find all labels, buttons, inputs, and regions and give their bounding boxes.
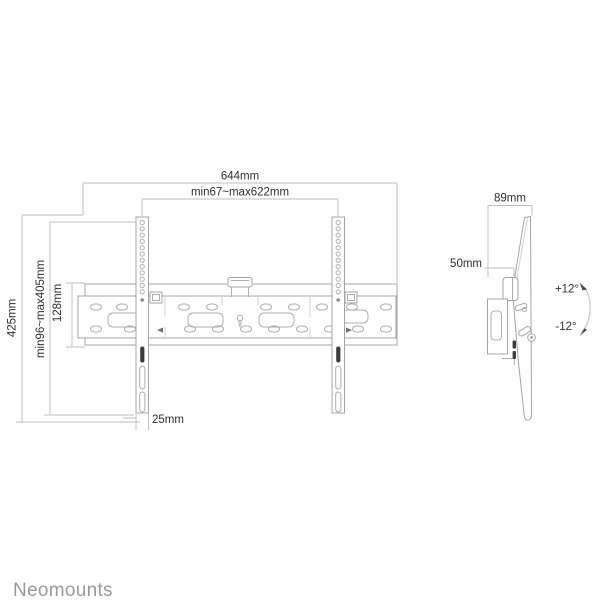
tilt-down-label: -12° <box>555 321 577 333</box>
side-rail-profile <box>513 217 532 421</box>
dim-label-plate-height: 128mm <box>52 283 64 323</box>
tilt-arc <box>583 287 591 331</box>
dimension-wall-clearance <box>450 258 514 277</box>
rail-pin <box>140 298 144 302</box>
tilt-annotation <box>555 283 590 337</box>
side-view <box>450 193 590 421</box>
tilt-up-label: +12° <box>554 283 580 296</box>
dim-label-total-height: 425mm <box>6 298 19 338</box>
rail-pin <box>336 298 340 302</box>
dimension-mount-width-range <box>142 187 338 217</box>
dim-label-rail-width: 25mm <box>152 414 184 426</box>
dimension-rail-width <box>123 413 184 430</box>
dim-label-mount-height-range: min96~max405mm <box>35 259 47 359</box>
rail-dark-slot <box>140 347 144 363</box>
dim-label-depth: 89mm <box>494 192 526 205</box>
brand-logo: Neomounts <box>13 580 113 601</box>
tilt-arrow-up-icon <box>580 283 588 291</box>
dim-label-total-width: 644mm <box>220 170 260 183</box>
dim-label-wall-clearance: 50mm <box>450 258 482 270</box>
front-view <box>7 171 398 431</box>
fixing-bolt <box>513 341 516 360</box>
rail-dark-slot <box>336 347 340 363</box>
dim-label-mount-width-range: min67~max622mm <box>190 186 290 199</box>
